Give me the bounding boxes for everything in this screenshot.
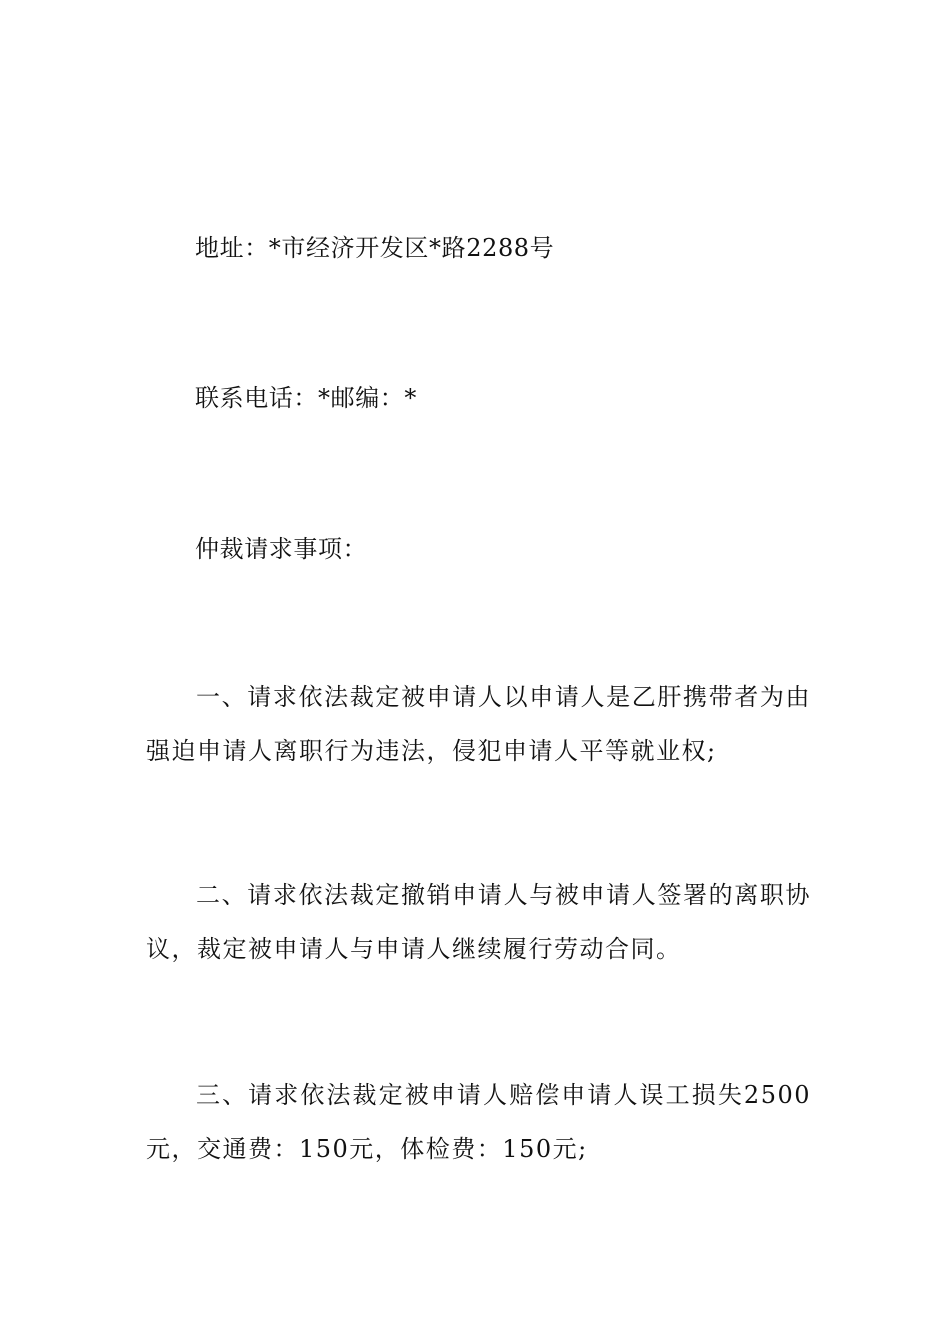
address-line: 地址：*市经济开发区*路2288号: [195, 234, 555, 262]
contact-line: 联系电话：*邮编：*: [195, 384, 417, 412]
claims-heading: 仲裁请求事项：: [195, 535, 368, 563]
claim-item-3: 三、请求依法裁定被申请人赔偿申请人误工损失2500元，交通费：150元，体检费：150元;: [146, 1081, 811, 1163]
claim-item-1: 一、请求依法裁定被申请人以申请人是乙肝携带者为由强迫申请人离职行为违法，侵犯申请人平等就业权;: [146, 683, 811, 765]
claim-item-2: 二、请求依法裁定撤销申请人与被申请人签署的离职协议，裁定被申请人与申请人继续履行劳动合同。: [146, 881, 811, 963]
